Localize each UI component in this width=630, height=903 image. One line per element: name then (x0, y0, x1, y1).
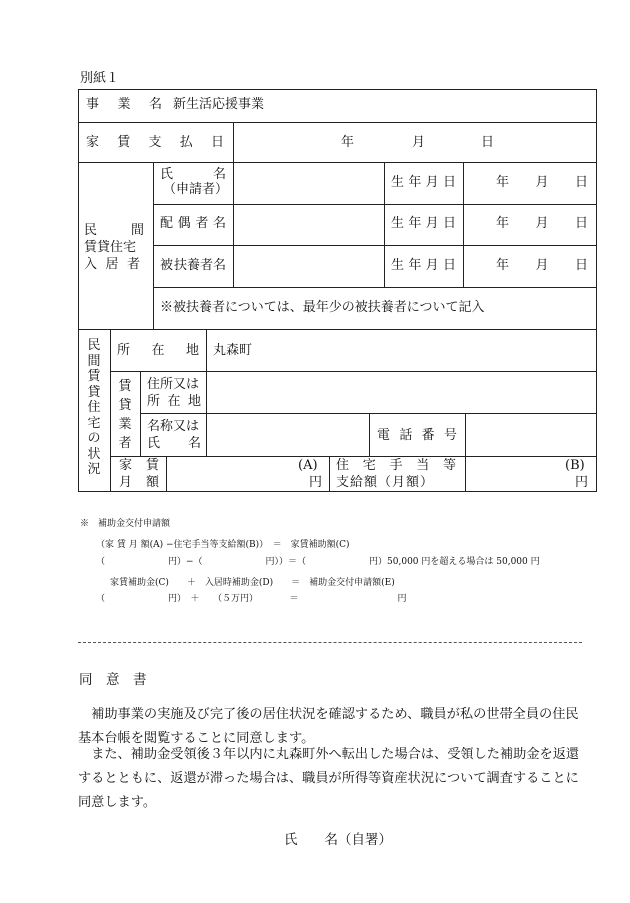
rent-unit: 円 (309, 475, 323, 490)
attachment-label: 別紙１ (80, 71, 120, 86)
calc-line-1: （家 賃 月 額(A) −住宅手当等支給額(B)） ＝ 家賃補助額(C) (96, 540, 350, 550)
rent-label-1: 家 賃 (119, 458, 159, 473)
calc-title: ※ 補助金交付申請額 (80, 519, 171, 529)
calc-line-4: （ 円） ＋ （５万円） ＝ 円 (96, 594, 407, 604)
dependent-note: ※被扶養者については、最年少の被扶養者について記入 (160, 300, 485, 315)
allowance-unit: 円 (575, 475, 589, 490)
birth-date-2: 年 月 日 (496, 216, 588, 231)
birth-label-1: 生 年 月 日 (391, 175, 456, 190)
cut-line (78, 642, 582, 643)
consent-para-2: また、補助金受領後３年以内に丸森町外へ転出した場合は、受領した補助金を返還するとともに、返還が滞った場合は、職員が所得等資産状況について調査することに同意します。 (78, 747, 580, 810)
landlord-group-label: 賃貸業者 (118, 379, 132, 451)
pay-day: 日 (481, 135, 495, 150)
applicant-sub-label: （申請者） (163, 182, 229, 197)
consent-para-1: 補助事業の実施及び完了後の居住状況を確認するため、職員が私の世帯全員の住民基本台帳を閲覧することに同意します。 (78, 707, 579, 746)
applicant-name-label: 氏 名 (160, 167, 226, 182)
jigyo-value: 新生活応援事業 (173, 97, 265, 112)
jigyo-label: 事 業 名 (86, 97, 162, 112)
yachin-label: 家 賃 支 払 日 (86, 135, 224, 150)
birth-date-3: 年 月 日 (496, 258, 588, 273)
pay-year: 年 (341, 135, 355, 150)
birth-label-2: 生 年 月 日 (391, 216, 456, 231)
consent-title: 同 意 書 (79, 672, 147, 688)
company-label-2: 氏 名 (147, 436, 201, 451)
birth-label-3: 生 年 月 日 (391, 258, 456, 273)
birth-date-1: 年 月 日 (496, 175, 588, 190)
housing-group-label: 民間賃貸住宅の状況 (87, 338, 101, 477)
dependent-label: 被 扶養者名 (160, 258, 226, 273)
tenant-group-label: 民 間 賃貸住宅 入 居 者 (84, 223, 144, 272)
location-label: 所 在 地 (117, 343, 199, 358)
address-label-1: 住所又は (147, 377, 200, 392)
company-label-1: 名称又は (147, 419, 200, 434)
signature-label: 氏 名（自署） (284, 832, 392, 848)
calc-line-3: 家賃補助金(C) ＋ 入居時補助金(D) ＝ 補助金交付申請額(E) (110, 578, 395, 588)
rent-label-2: 月 額 (119, 475, 159, 490)
location-value: 丸森町 (213, 343, 253, 358)
calc-line-2: （ 円）−（ 円））＝（ 円）50,000 円を超える場合は 50,000 円 (96, 557, 540, 567)
pay-month: 月 (412, 135, 426, 150)
address-label-2: 所 在 地 (147, 394, 201, 409)
rent-mark: (A) (298, 458, 318, 473)
spouse-label: 配 偶 者 名 (160, 216, 226, 231)
phone-label: 電 話 番 号 (377, 428, 457, 443)
allowance-label-1: 住 宅 手 当 等 (336, 458, 456, 473)
allowance-label-2: 支給額（月額） (336, 475, 435, 490)
allowance-mark: (B) (565, 458, 585, 473)
